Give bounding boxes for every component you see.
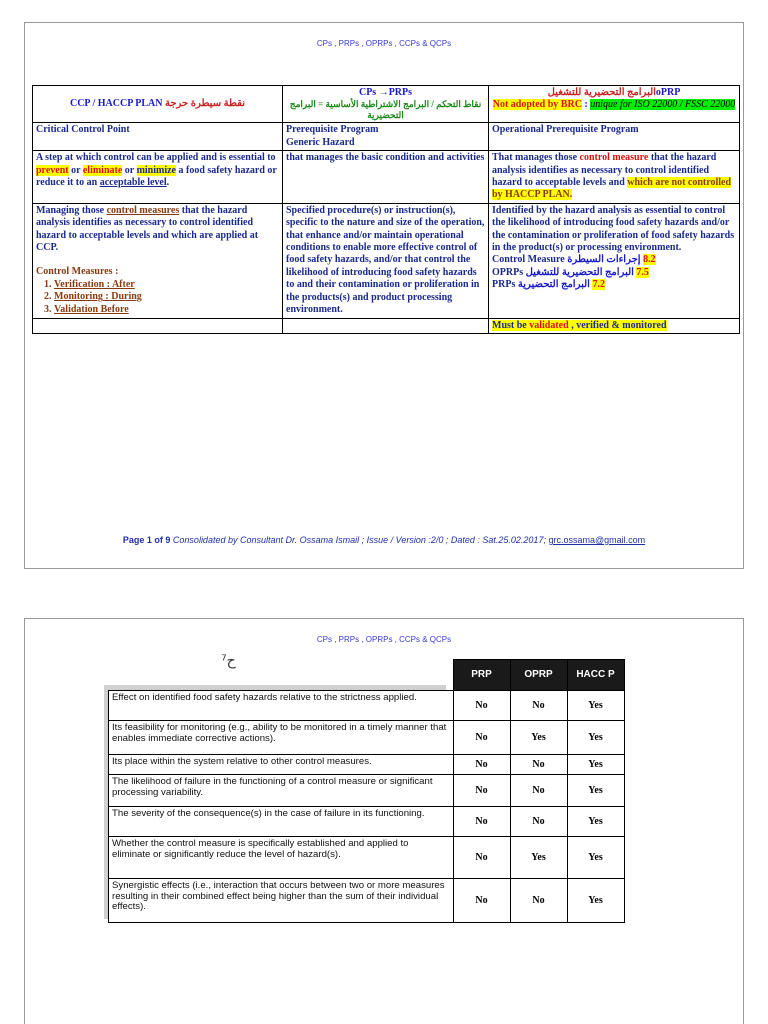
handwritten-mark: ح⁷	[221, 653, 236, 669]
oprp-identified	[489, 203, 740, 318]
header-prp-cell	[283, 86, 489, 123]
not-adopted-brc: Not adopted by BRC	[492, 99, 582, 111]
ccp-name: Critical Control Point	[33, 123, 283, 151]
table-row	[109, 775, 625, 807]
ref-label: Control Measure	[492, 254, 568, 266]
header-ccp-cell	[33, 86, 283, 123]
prp-hazard: Generic Hazard	[286, 136, 355, 148]
empty-cell	[283, 318, 489, 333]
control-measures-list	[36, 279, 279, 316]
value-cell: Yes	[567, 837, 624, 879]
ccp-control-measures	[33, 203, 283, 318]
value-cell: No	[453, 837, 510, 879]
footer-text: Consolidated by Consultant Dr. Ossama Ismail ; Issue / Version :2/0 ; Dated : Sat.25.02.2017;	[170, 535, 549, 545]
validated-word: validated	[529, 319, 569, 331]
or-word: or	[68, 164, 83, 176]
value-cell: No	[453, 775, 510, 807]
ref-prps	[492, 279, 736, 291]
criterion-cell: Its place within the system relative to other control measures.	[109, 755, 454, 775]
document-page-2	[24, 618, 744, 1024]
value-cell: Yes	[567, 755, 624, 775]
list-item	[54, 304, 279, 316]
ccp-cm-text: that the hazard analysis identifies as necessary to control identified hazard to acceptable levels and which are applied at CCP.	[36, 204, 259, 254]
ccp-definition	[33, 151, 283, 204]
value-cell: Yes	[567, 721, 624, 755]
value-cell: Yes	[510, 837, 567, 879]
list-item	[54, 291, 279, 303]
header-ccp: CCP / HACCP PLAN	[69, 98, 163, 109]
value-cell: No	[510, 775, 567, 807]
minimize-word: minimize	[136, 164, 176, 176]
comparison-table	[32, 85, 740, 334]
page-header: CPs , PRPs , OPRPs , CCPs & QCPs	[316, 635, 452, 644]
value-cell: No	[510, 755, 567, 775]
table-row	[109, 837, 625, 879]
verification-item: Verification : After	[54, 278, 135, 290]
value-cell: No	[510, 807, 567, 837]
table-row	[109, 691, 625, 721]
eliminate-word: eliminate	[82, 164, 123, 176]
header-prp-arabic: نقاط التحكم / البرامج الاشتراطية الأساسية = البرامج التحضيرية	[289, 99, 482, 121]
ref-arabic: البرامج التحضيرية للتشغيل	[525, 266, 634, 278]
empty-cell	[33, 318, 283, 333]
must-be-validated	[489, 318, 740, 333]
footer-of-word: of	[151, 535, 166, 545]
oprp-identified-text: Identified by the hazard analysis as essential to control the likelihood of introducing food safety hazards and/or the contamination or proliferation of food safety hazards in the product(s) or processing environment.	[492, 204, 735, 254]
value-cell: Yes	[510, 721, 567, 755]
page-footer	[25, 535, 743, 545]
value-cell: Yes	[567, 691, 624, 721]
header-oprp-arabic: البرامج التحضيرية للتشغيل	[547, 87, 656, 98]
value-cell: No	[453, 879, 510, 923]
ref-clause: 8.2	[643, 254, 656, 266]
or-word: or	[122, 164, 137, 176]
ccp-cm-text: Managing those	[36, 204, 107, 216]
value-cell: No	[510, 691, 567, 721]
verified-monitored-text: , verified & monitored	[568, 319, 667, 331]
header-prp-title: CPs →PRPs	[358, 87, 413, 98]
prp-procedures: Specified procedure(s) or instruction(s), specific to the nature and size of the operation, that enhance and/or maintain operational conditions to enable more effective control of food safety hazards, and/or that control the likelihood of introducing food safety hazards to and their contamination or proliferation in the products(s) and product processing environment.	[283, 203, 489, 318]
footer-page-total: 9	[165, 535, 171, 545]
table-row	[109, 807, 625, 837]
page-header: CPs , PRPs , OPRPs , CCPs & QCPs	[316, 39, 452, 48]
prp-name-cell	[283, 123, 489, 151]
acceptable-level: acceptable level	[99, 177, 167, 189]
prevent-word: prevent	[36, 164, 69, 176]
value-cell: No	[453, 691, 510, 721]
header-colon: :	[581, 99, 591, 111]
must-be-text: Must be	[492, 319, 530, 331]
value-cell: No	[453, 807, 510, 837]
table-row	[109, 721, 625, 755]
ccp-def-text: A step at which control can be applied and is essential to	[36, 152, 276, 164]
table-row	[109, 879, 625, 923]
criterion-cell: The severity of the consequence(s) in the case of failure in its functioning.	[109, 807, 454, 837]
ref-control-measure	[492, 254, 736, 266]
value-cell: Yes	[567, 807, 624, 837]
ref-label: OPRPs	[492, 266, 526, 278]
ccp-def-text: a food safety hazard or reduce it to an	[36, 164, 277, 189]
ref-clause: 7.2	[592, 279, 605, 291]
criterion-cell: Effect on identified food safety hazards relative to the strictness applied.	[109, 691, 454, 721]
period: .	[166, 177, 170, 189]
document-page-1	[24, 22, 744, 569]
ref-label: PRPs	[492, 279, 518, 291]
control-measure-word: control measure	[579, 152, 649, 164]
criterion-cell: Whether the control measure is specifically established and applied to eliminate or significantly reduce the level of hazard(s).	[109, 837, 454, 879]
monitoring-item: Monitoring : During	[54, 291, 142, 303]
value-cell: Yes	[567, 775, 624, 807]
header-ccp-arabic: نقطة سيطرة حرجة	[164, 98, 245, 109]
col-header-prp: PRP	[453, 660, 510, 691]
ref-clause: 7.5	[636, 266, 649, 278]
header-oprp-cell	[489, 86, 740, 123]
criterion-cell: Synergistic effects (i.e., interaction that occurs between two or more measures resulting in their combined effect being higher than the sum of their individual effects).	[109, 879, 454, 923]
unique-iso-fssc: unique for ISO 22000 / FSSC 22000	[590, 99, 736, 111]
ref-arabic: البرامج التحضيرية	[517, 279, 590, 291]
footer-page-word: Page	[122, 535, 147, 545]
criterion-cell: The likelihood of failure in the functioning of a control measure or significant processing variability.	[109, 775, 454, 807]
col-header-oprp: OPRP	[510, 660, 567, 691]
control-measures-title: Control Measures :	[36, 266, 119, 278]
oprp-name: Operational Prerequisite Program	[489, 123, 740, 151]
list-item	[54, 279, 279, 291]
header-oprp-title: oPRP	[655, 87, 681, 98]
value-cell: No	[510, 879, 567, 923]
not-controlled-by-haccp: which are not controlled by HACCP PLAN.	[492, 177, 732, 201]
criteria-table	[108, 659, 625, 923]
prp-name: Prerequisite Program	[286, 124, 379, 136]
footer-email-link[interactable]: grc.ossama@gmail.com	[548, 535, 646, 545]
ref-arabic: إجراءات السيطرة	[567, 254, 641, 266]
prp-definition: that manages the basic condition and activities	[283, 151, 489, 204]
table-row	[109, 755, 625, 775]
oprp-definition	[489, 151, 740, 204]
control-measures-word: control measures	[106, 204, 180, 216]
validation-item: Validation Before	[54, 303, 129, 315]
value-cell: No	[453, 755, 510, 775]
criterion-cell: Its feasibility for monitoring (e.g., ability to be monitored in a timely manner that enables immediate corrective actions).	[109, 721, 454, 755]
ref-oprps	[492, 267, 736, 279]
oprp-def-text: That manages those	[492, 152, 580, 164]
oprp-def-text: that the hazard analysis identifies as necessary to control identified hazard to acceptable levels and	[492, 152, 717, 189]
blank-header	[109, 660, 454, 691]
footer-page-number: 1	[146, 535, 152, 545]
value-cell: No	[453, 721, 510, 755]
value-cell: Yes	[567, 879, 624, 923]
col-header-haccp: HACC P	[567, 660, 624, 691]
